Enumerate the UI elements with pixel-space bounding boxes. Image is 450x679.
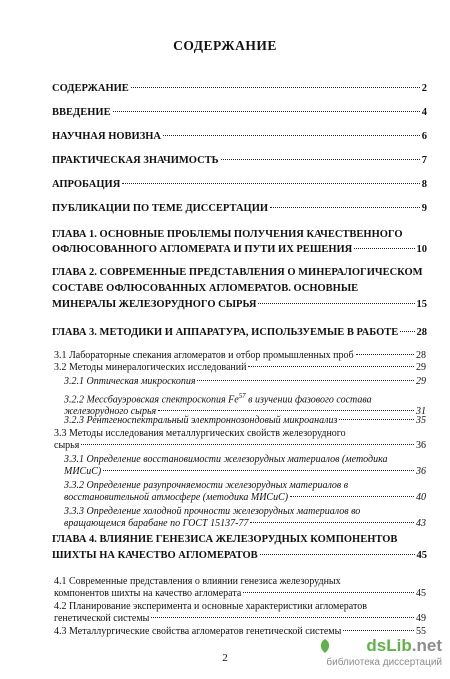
leader-dots: [354, 248, 414, 249]
leader-dots: [163, 135, 420, 136]
toc-entry-label-cont: железорудного сырья: [64, 406, 157, 418]
toc-page-number: 2: [421, 83, 427, 94]
leader-dots: [81, 444, 414, 445]
leader-dots: [260, 554, 415, 555]
leader-dots: [158, 410, 414, 411]
leader-dots: [400, 331, 414, 332]
toc-entry-significance[interactable]: [52, 154, 427, 167]
toc-entry-label: 3.3.1 Определение восстановимости железорудных материалов (методика: [64, 454, 388, 465]
toc-entry-label: 3.3.2 Определение разупрочняемости железорудных материалов в: [64, 480, 349, 491]
toc-entry-label-cont: ШИХТЫ НА КАЧЕСТВО АГЛОМЕРАТОВ: [52, 550, 258, 561]
toc-entry-3-3-1[interactable]: [64, 454, 426, 478]
toc-entry-label-cont: генетической системы: [54, 613, 150, 624]
toc-entry-label-cont: вращающемся барабане по ГОСТ 15137-77: [64, 518, 249, 529]
toc-entry-label: ВВЕДЕНИЕ: [52, 107, 111, 118]
toc-entry-label-cont: МИНЕРАЛЫ ЖЕЛЕЗОРУДНОГО СЫРЬЯ: [52, 299, 257, 310]
toc-entry-label: 3.3.3 Определение холодной прочности железорудных материалов во: [64, 506, 361, 517]
toc-entry-3-1[interactable]: [54, 350, 426, 362]
toc-page-number: 40: [416, 492, 426, 503]
toc-entry-3-2-3[interactable]: [64, 415, 426, 427]
watermark-logo: [366, 636, 442, 656]
leader-dots: [197, 380, 414, 381]
toc-page-number: 35: [416, 415, 426, 426]
toc-entry-chapter-2[interactable]: [52, 265, 427, 313]
toc-entry-label: ГЛАВА 3. МЕТОДИКИ И АППАРАТУРА, ИСПОЛЬЗУЕМЫЕ В РАБОТЕ: [52, 327, 399, 338]
toc-entry-label: ГЛАВА 2. СОВРЕМЕННЫЕ ПРЕДСТАВЛЕНИЯ О МИНЕРАЛОГИЧЕСКОМ: [52, 267, 423, 278]
toc-page-number: 36: [416, 440, 426, 451]
toc-entry-3-3[interactable]: [54, 428, 426, 452]
toc-page-number: 49: [416, 613, 426, 624]
toc-entry-publications[interactable]: [52, 202, 427, 215]
leader-dots: [122, 183, 419, 184]
page-title: СОДЕРЖАНИЕ: [173, 38, 277, 53]
toc-entry-label: ПРАКТИЧЕСКАЯ ЗНАЧИМОСТЬ: [52, 155, 219, 166]
toc-entry-label: НАУЧНАЯ НОВИЗНА: [52, 131, 161, 142]
leader-dots: [343, 630, 414, 631]
toc-page-number: 15: [416, 299, 427, 310]
toc-page-number: 29: [416, 376, 426, 387]
toc-entry-label: СОДЕРЖАНИЕ: [52, 83, 129, 94]
watermark-logo-main: dsLib: [366, 636, 412, 655]
toc-entry-label-cont: ОФЛЮСОВАННОГО АГЛОМЕРАТА И ПУТИ ИХ РЕШЕНИЯ: [52, 244, 353, 255]
leader-dots: [131, 87, 420, 88]
toc-page-number: 45: [416, 550, 427, 561]
leaf-icon: [318, 638, 332, 654]
toc-page-number: 45: [416, 588, 426, 599]
leader-dots: [290, 496, 414, 497]
leader-dots: [248, 366, 414, 367]
toc-entry-3-3-3[interactable]: [64, 506, 426, 530]
toc-entry-label: 3.2.3 Рентгеноспектральный электроннозондовый микроанализ: [64, 415, 338, 426]
leader-dots: [113, 111, 420, 112]
toc-page-number: 8: [421, 179, 427, 190]
toc-entry-label: 3.2 Методы минералогических исследований: [54, 362, 247, 373]
toc-entry-chapter-3[interactable]: [52, 326, 427, 339]
toc-entry-label: 4.2 Планирование эксперимента и основные характеристики агломератов: [54, 601, 367, 612]
toc-entry-chapter-4[interactable]: [52, 532, 427, 564]
leader-dots: [250, 522, 414, 523]
toc-page-number: 4: [421, 107, 427, 118]
leader-dots: [270, 207, 420, 208]
toc-entry-label: АПРОБАЦИЯ: [52, 179, 121, 190]
toc-page-number: 36: [416, 466, 426, 477]
toc-entry-label: 4.3 Металлургические свойства агломератов генетической системы: [54, 626, 342, 637]
toc-entry-4-1[interactable]: [54, 576, 426, 600]
toc-entry-label: ПУБЛИКАЦИИ ПО ТЕМЕ ДИССЕРТАЦИИ: [52, 203, 269, 214]
leader-dots: [151, 617, 414, 618]
toc-page-number: 43: [416, 518, 426, 529]
toc-entry-label: 3.2.1 Оптическая микроскопия: [64, 376, 196, 387]
toc-entry-label-cont: СОСТАВЕ ОФЛЮСОВАННЫХ АГЛОМЕРАТОВ. ОСНОВНЫЕ: [52, 283, 359, 294]
toc-entry-3-3-2[interactable]: [64, 480, 426, 504]
leader-dots: [356, 354, 414, 355]
toc-page-number: 9: [421, 203, 427, 214]
page-number: 2: [222, 652, 228, 664]
toc-entry-4-2[interactable]: [54, 601, 426, 625]
toc-entry-label: 4.1 Современные представления о влиянии генезиса железорудных: [54, 576, 341, 587]
toc-page-number: 7: [421, 155, 427, 166]
toc-entry-novelty[interactable]: [52, 130, 427, 143]
toc-entry-contents[interactable]: [52, 82, 427, 95]
toc-entry-approbation[interactable]: [52, 178, 427, 191]
toc-page-number: 31: [416, 406, 426, 418]
toc-entry-label: 3.1 Лабораторные спекания агломератов и отбор промышленных проб: [54, 350, 354, 361]
toc-entry-label: 3.3 Методы исследования металлургических свойств железорудного: [54, 428, 346, 439]
toc-entry-3-2-1[interactable]: [64, 376, 426, 388]
toc-entry-introduction[interactable]: [52, 106, 427, 119]
leader-dots: [221, 159, 420, 160]
toc-entry-label-cont: компонентов шихты на качество агломерата: [54, 588, 242, 599]
toc-page-number: 28: [416, 350, 426, 361]
leader-dots: [103, 470, 414, 471]
toc-page-number: 29: [416, 362, 426, 373]
toc-page-number: 6: [421, 131, 427, 142]
toc-entry-label: ГЛАВА 1. ОСНОВНЫЕ ПРОБЛЕМЫ ПОЛУЧЕНИЯ КАЧЕСТВЕННОГО: [52, 229, 403, 240]
leader-dots: [243, 592, 414, 593]
toc-entry-3-2[interactable]: [54, 362, 426, 374]
toc-page-number: 10: [416, 244, 427, 255]
watermark-subtitle: библиотека диссертаций: [326, 657, 442, 668]
toc-entry-label: 3.2.2 Мессбауэровская спектроскопия Fe$^{57}$ в изучении фазового состава: [64, 392, 372, 406]
watermark: [322, 636, 442, 676]
toc-page-number: 28: [416, 327, 427, 338]
leader-dots: [339, 419, 414, 420]
toc-entry-label-cont: сырья: [54, 440, 80, 451]
toc-entry-label-cont: МИСиС): [64, 466, 102, 477]
toc-page-number: 55: [416, 626, 426, 637]
toc-entry-label-cont: восстановительной атмосфере (методика МИСиС): [64, 492, 289, 503]
watermark-logo-tld: .net: [411, 636, 442, 655]
leader-dots: [258, 303, 414, 304]
toc-entry-chapter-1[interactable]: [52, 227, 427, 257]
toc-entry-label: ГЛАВА 4. ВЛИЯНИЕ ГЕНЕЗИСА ЖЕЛЕЗОРУДНЫХ КОМПОНЕНТОВ: [52, 534, 398, 545]
